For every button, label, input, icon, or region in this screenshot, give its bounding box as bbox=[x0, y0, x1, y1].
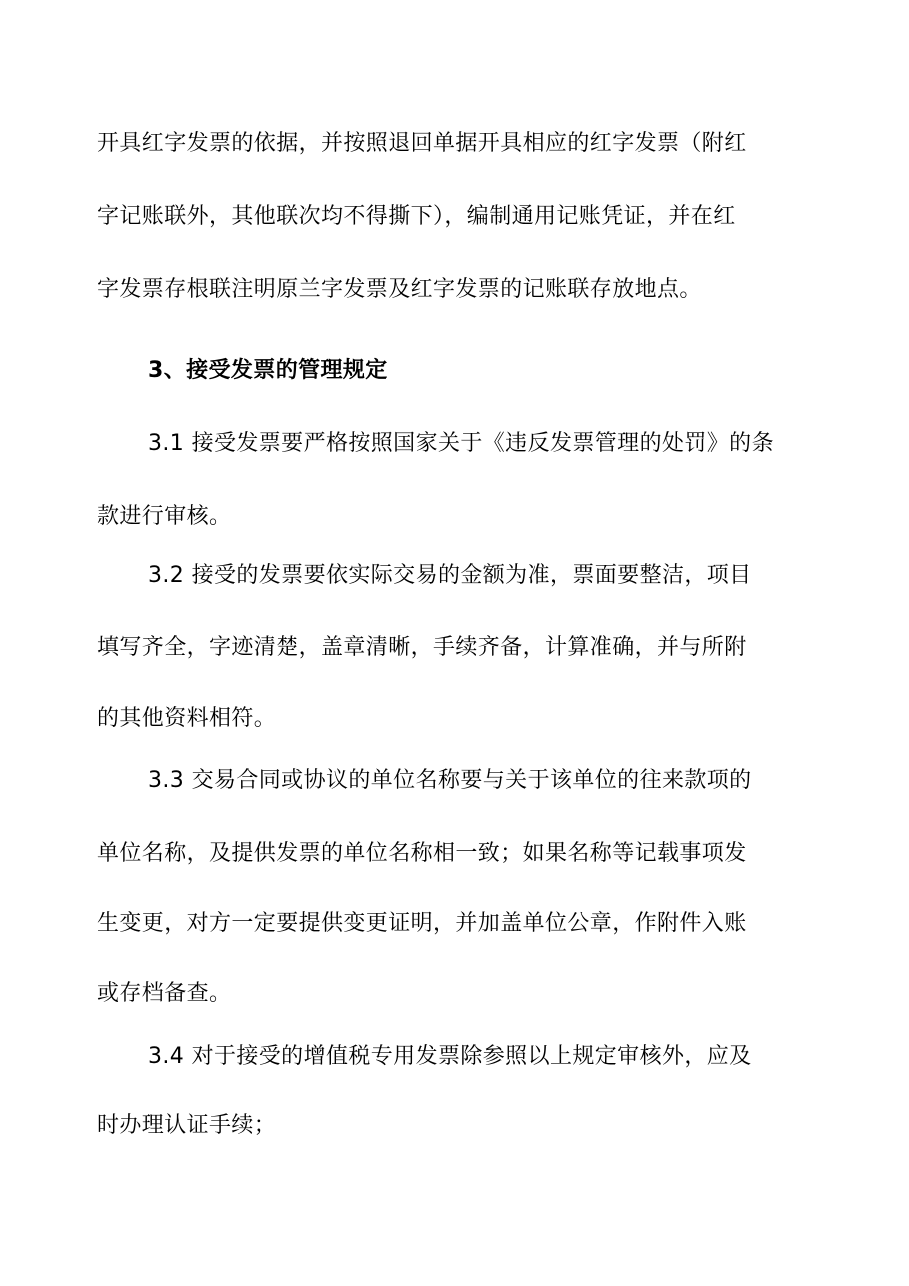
paragraph-line: 单位名称，及提供发票的单位名称相一致；如果名称等记载事项发 bbox=[97, 841, 747, 866]
paragraph-line: 字发票存根联注明原兰字发票及红字发票的记账联存放地点。 bbox=[97, 277, 702, 302]
paragraph-line: 3.1 接受发票要严格按照国家关于《违反发票管理的处罚》的条 bbox=[148, 431, 774, 456]
paragraph-line: 的其他资料相符。 bbox=[97, 706, 277, 731]
paragraph-line: 生变更，对方一定要提供变更证明，并加盖单位公章，作附件入账 bbox=[97, 911, 747, 936]
paragraph-line: 3.4 对于接受的增值税专用发票除参照以上规定审核外，应及 bbox=[148, 1044, 752, 1069]
section-heading: 3、接受发票的管理规定 bbox=[148, 358, 388, 383]
paragraph-line: 款进行审核。 bbox=[97, 504, 232, 529]
paragraph-line: 3.2 接受的发票要依实际交易的金额为准，票面要整洁，项目 bbox=[148, 563, 752, 588]
paragraph-line: 时办理认证手续； bbox=[97, 1113, 277, 1138]
paragraph-line: 填写齐全，字迹清楚，盖章清晰，手续齐备，计算准确，并与所附 bbox=[97, 635, 747, 660]
paragraph-line: 字记账联外，其他联次均不得撕下），编制通用记账凭证，并在红 bbox=[97, 204, 736, 229]
paragraph-line: 或存档备查。 bbox=[97, 981, 232, 1006]
paragraph-line: 3.3 交易合同或协议的单位名称要与关于该单位的往来款项的 bbox=[148, 768, 752, 793]
paragraph-line: 开具红字发票的依据，并按照退回单据开具相应的红字发票（附红 bbox=[97, 131, 747, 156]
